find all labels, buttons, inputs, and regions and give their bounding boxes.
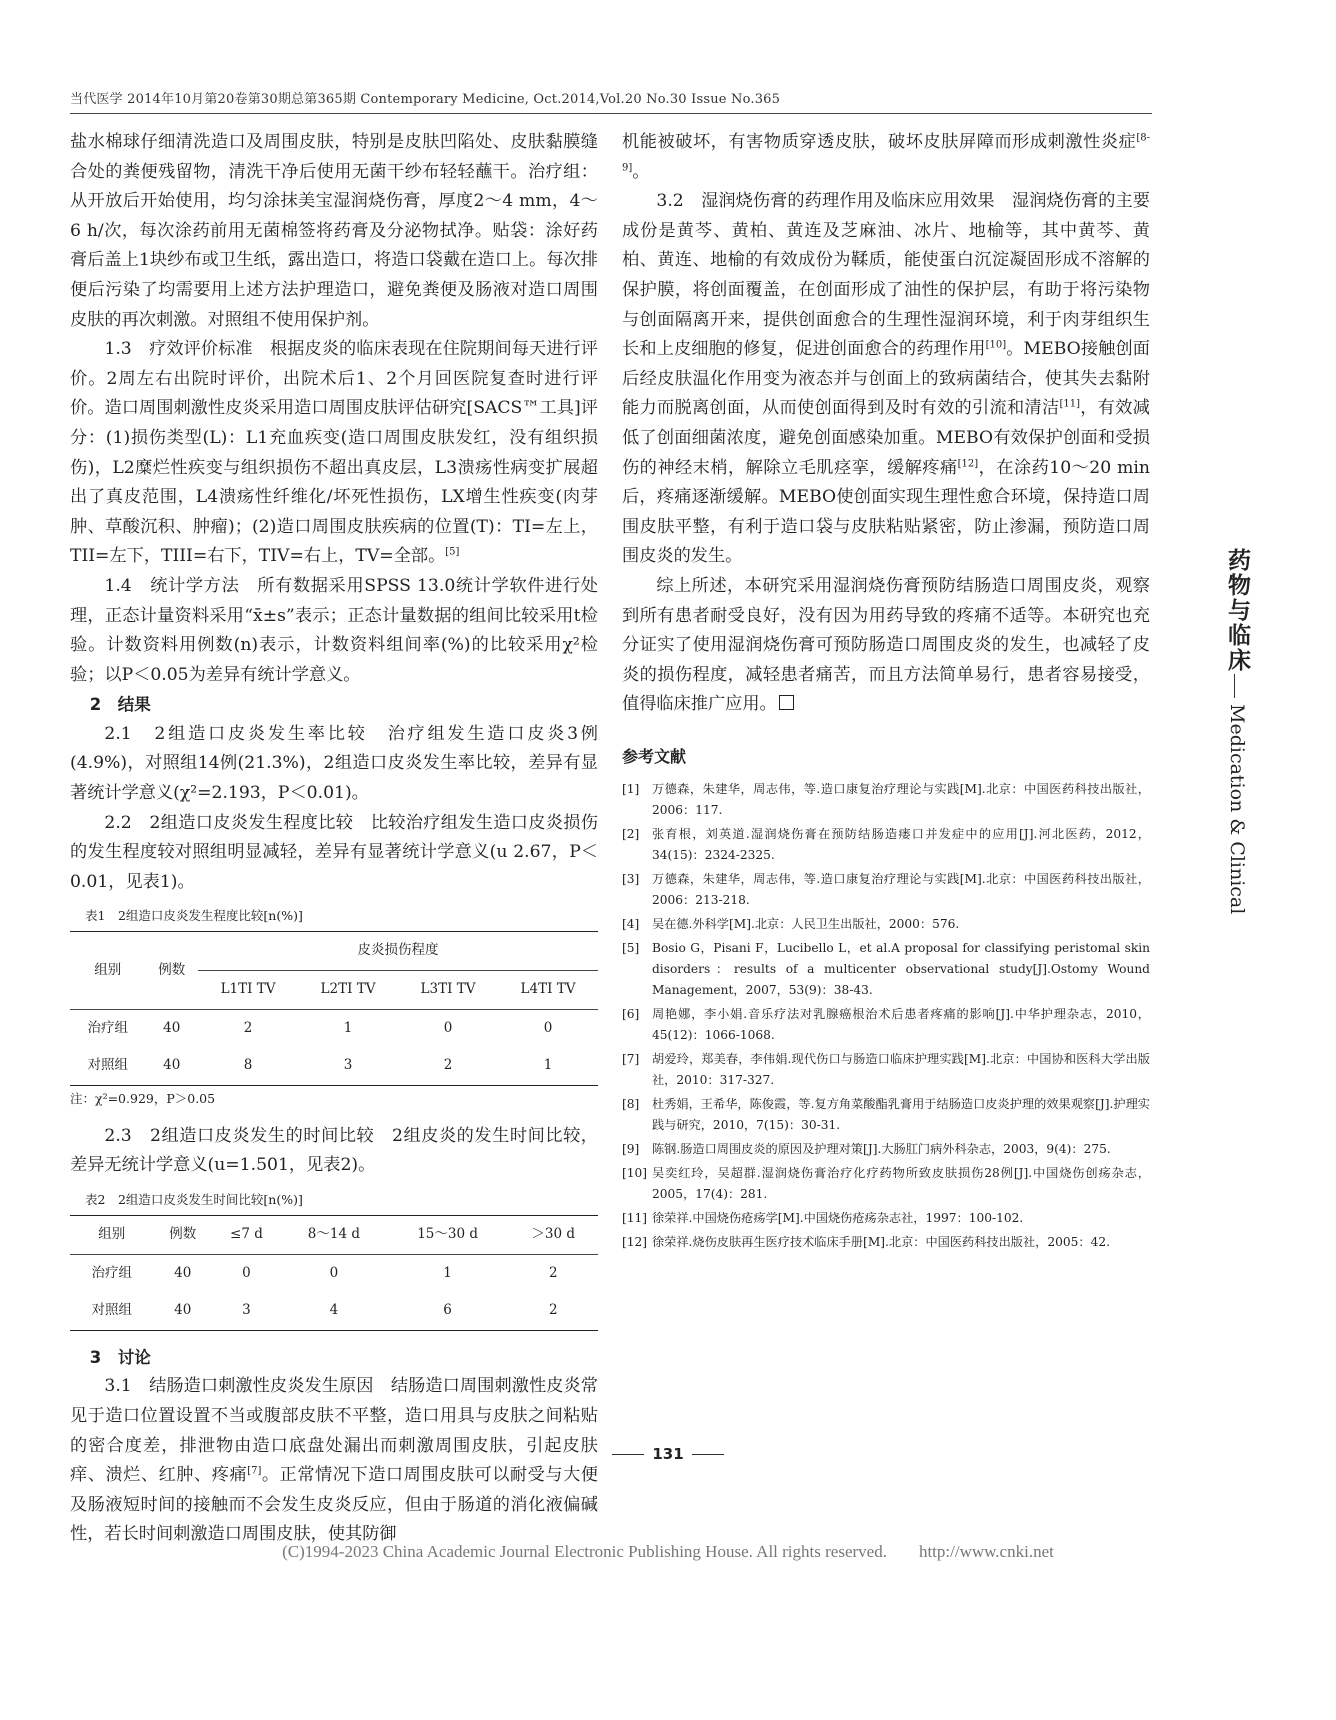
paragraph-continued [622,128,1150,187]
side-label-divider [1234,674,1235,698]
section-2-1 [70,720,598,809]
section-3-2-text-3: ，有效减低了创面细菌浓度，避免创面感染加重。MEBO有效保护创面和受损伤的神经末梢，解除立毛肌痉挛，缓解疼痛 [622,398,1150,478]
reference-number: [12] [622,1235,648,1250]
section-3-2 [622,187,1150,572]
reference-text: 胡爱玲，郑美春，李伟娟.现代伤口与肠造口临床护理实践[M].北京：中国协和医科大学出版社，2010：317-327. [652,1052,1150,1088]
reference-item [622,779,1150,821]
section-2-2-text: 比较治疗组发生造口皮炎损伤的发生程度较对照组明显减轻，差异有显著统计学意义(u 2.67，P＜0.01，见表1)。 [70,812,598,892]
table-cell: 6 [387,1292,509,1330]
reference-text: 吴在德.外科学[M].北京：人民卫生出版社，2000：576. [652,917,960,932]
heading-results: 2 结果 [89,695,151,715]
section-1-4-title: 1.4 统计学方法 [104,575,240,596]
section-2-3-text: 2组皮炎的发生时间比较，差异无统计学意义(u=1.501，见表2)。 [70,1125,598,1176]
table-cell: 40 [154,1292,212,1330]
reference-item [622,1094,1150,1136]
table-2-header: ≤7 d [212,1216,281,1255]
copyright-text: (C)1994-2023 China Academic Journal Electronic Publishing House. All rights reserved. [282,1542,887,1561]
table-cell: 0 [212,1254,281,1292]
table-1-header-span: 皮炎损伤程度 [198,932,598,971]
table-row [70,1047,598,1085]
section-3-2-title: 3.2 湿润烧伤膏的药理作用及临床应用效果 [656,191,995,212]
table-row [70,1009,598,1047]
footer-url[interactable]: http://www.cnki.net [918,1542,1054,1561]
table-1-subheader: L3TI TV [420,981,476,998]
reference-text: Bosio G，Pisani F，Lucibello L，et al.A proposal for classifying peristomal skin disorders：results of a multicenter observational study[J].Ostomy Wound Management，2007，53(9)：38-43. [652,941,1150,998]
table-cell: 2 [198,1009,298,1047]
reference-text: 万德森，朱建华，周志伟，等.造口康复治疗理论与实践[M].北京：中国医药科技出版社，2006：117. [652,782,1150,818]
table-cell: 对照组 [70,1047,145,1085]
table-cell: 40 [145,1047,198,1085]
table-cell: 1 [298,1009,398,1047]
section-1-4 [70,572,598,690]
table-1-header-n: 例数 [145,932,198,1009]
paragraph-continued-end: 。 [632,161,650,182]
table-cell: 8 [198,1047,298,1085]
section-2-1-text: 治疗组发生造口皮炎3例(4.9%)，对照组14例(21.3%)，2组造口皮炎发生率比较，差异有显著统计学意义(χ²=2.193，P＜0.01)。 [70,723,598,804]
citation-7: [7] [247,1465,262,1477]
header-rule [70,113,1152,114]
table-cell: 2 [398,1047,498,1085]
table-1-subheader: L2TI TV [320,981,376,998]
table-2 [70,1215,598,1331]
section-1-3-title: 1.3 疗效评价标准 [104,339,253,360]
table-cell: 40 [154,1254,212,1292]
reference-number: [8] [622,1097,640,1112]
paragraph-cleaning: 盐水棉球仔细清洗造口及周围皮肤，特别是皮肤凹陷处、皮肤黏膜缝合处的粪便残留物，清洗干净后使用无菌干纱布轻轻蘸干。治疗组：从开放后开始使用，均匀涂抹美宝湿润烧伤膏，厚度2～4 mm，4～6 h/次，每次涂药前用无菌棉签将药膏及分泌物拭净。贴袋：涂好药膏后盖上1块纱布或卫生纸，露出造口，将造口袋戴在造口上。每次排便后污染了均需要用上述方法护理造口，避免粪便及肠液对造口周围皮肤的再次刺激。对照组不使用保护剂。 [70,132,598,330]
table-2-header: 15～30 d [387,1216,509,1255]
reference-item [622,938,1150,1001]
section-3-1-title: 3.1 结肠造口刺激性皮炎发生原因 [104,1376,374,1397]
table-cell: 2 [508,1292,598,1330]
page-number-dash-right [692,1454,724,1455]
references-title: 参考文献 [622,746,687,766]
conclusion-paragraph [622,572,1150,720]
section-3-2-text-2: 。MEBO接触创面后经皮肤温化作用变为液态并与创面上的致病菌结合，使其失去黏附能力而脱离创面，从而使创面得到及时有效的引流和清洁 [622,339,1150,419]
table-1-caption: 表1 2组造口皮炎发生程度比较[n(%)] [85,908,303,924]
reference-number: [2] [622,827,640,842]
conclusion-text: 综上所述，本研究采用湿润烧伤膏预防结肠造口周围皮炎，观察到所有患者耐受良好，没有因为用药导致的疼痛不适等。本研究也充分证实了使用湿润烧伤膏可预防肠造口周围皮炎的发生，也减轻了皮炎的损伤程度，减轻患者痛苦，而且方法简单易行，患者容易接受，值得临床推广应用。 [622,575,1150,715]
table-1-header-group: 组别 [70,932,145,1009]
reference-item [622,869,1150,911]
table-cell: 3 [212,1292,281,1330]
section-3-1-text: 结肠造口周围刺激性皮炎常见于造口位置设置不当或腹部皮肤不平整，造口用具与皮肤之间粘贴的密合度差，排泄物由造口底盘处漏出而刺激周围皮肤，引起皮肤痒、溃烂、红肿、疼痛 [70,1376,598,1486]
paragraph-continued-text: 机能被破坏，有害物质穿透皮肤，破坏皮肤屏障而形成刺激性炎症 [622,132,1137,152]
section-2-1-title: 2.1 2组造口皮炎发生率比较 [104,723,368,744]
page-number [0,1445,1336,1463]
table-1-subheader: L4TI TV [520,981,576,998]
reference-number: [10] [622,1166,648,1181]
copyright-footer [0,1542,1336,1562]
table-cell: 0 [398,1009,498,1047]
table-1-note: 注：χ²=0.929，P＞0.05 [70,1090,216,1106]
table-cell: 对照组 [70,1292,154,1330]
reference-text: 吴奕红玲，吴超群.湿润烧伤膏治疗化疗药物所致皮肤损伤28例[J].中国烧伤创疡杂志，2005，17(4)：281. [652,1166,1150,1202]
reference-item [622,1049,1150,1091]
section-1-4-text: 所有数据采用SPSS 13.0统计学软件进行处理，正态计量资料采用“x̄±s”表示；正态计量数据的组间比较采用t检验。计数资料用例数(n)表示，计数资料组间率(%)的比较采用χ²检验；以P＜0.05为差异有统计学意义。 [70,575,598,685]
table-2-header: 例数 [154,1216,212,1255]
reference-item [622,1139,1150,1160]
reference-number: [5] [622,941,640,956]
reference-item [622,1004,1150,1046]
table-2-header: ＞30 d [508,1216,598,1255]
reference-item [622,824,1150,866]
reference-text: 周艳娜，李小娟.音乐疗法对乳腺癌根治术后患者疼痛的影响[J].中华护理杂志，2010，45(12)：1066-1068. [652,1007,1150,1043]
reference-number: [9] [622,1142,640,1157]
reference-number: [7] [622,1052,640,1067]
section-2-2 [70,809,598,898]
citation-8-9: [8-9] [622,132,1150,173]
reference-number: [6] [622,1007,640,1022]
reference-text: 万德森，朱建华，周志伟，等.造口康复治疗理论与实践[M].北京：中国医药科技出版社，2006：213-218. [652,872,1150,908]
section-2-3-title: 2.3 2组造口皮炎发生的时间比较 [104,1125,375,1146]
section-1-3-text: 根据皮炎的临床表现在住院期间每天进行评价。2周左右出院时评价，出院术后1、2个月回医院复查时进行评价。造口周围刺激性皮炎采用造口周围皮肤评估研究[SACS™工具]评分：(1)损伤类型(L)：L1充血疾变(造口周围皮肤发红，没有组织损伤)，L2糜烂性疾变与组织损伤不超出真皮层，L3溃疡性病变扩展超出了真皮范围，L4溃疡性纤维化/坏死性损伤，LX增生性疾变(肉芽肿、草酸沉积、肿瘤)；(2)造口周围皮肤疾病的位置(T)：TI=左上，TII=左下，TIII=右下，TIV=右上，TV=全部。 [70,339,598,567]
references-list [622,779,1150,1253]
reference-text: 徐荣祥.烧伤皮肤再生医疗技术临床手册[M].北京：中国医药科技出版社，2005：42. [652,1235,1110,1250]
reference-number: [3] [622,872,640,887]
section-side-label [1226,548,1286,1148]
right-column [622,128,1150,1256]
reference-item [622,1208,1150,1229]
section-3-2-text-4: ，在涂药10～20 min后，疼痛逐渐缓解。MEBO使创面实现生理性愈合环境，保持造口周围皮肤平整，有利于造口袋与皮肤粘贴紧密，防止渗漏，预防造口周围皮炎的发生。 [622,457,1150,567]
table-cell: 1 [387,1254,509,1292]
reference-item [622,914,1150,935]
table-cell: 2 [508,1254,598,1292]
page-number-text: 131 [652,1445,684,1463]
table-row [70,1254,598,1292]
citation-5: [5] [445,546,460,558]
left-column [70,128,598,1550]
section-3-1-text-cont: 。正常情况下造口周围皮肤可以耐受与大便及肠液短时间的接触而不会发生皮炎反应，但由于肠道的消化液偏碱性，若长时间刺激造口周围皮肤，使其防御 [70,1465,598,1545]
table-cell: 4 [281,1292,387,1330]
citation-12: [12] [957,457,979,469]
section-2-3 [70,1122,598,1181]
table-1-subheader: L1TI TV [220,981,276,998]
heading-discussion: 3 讨论 [89,1347,151,1367]
citation-10: [10] [985,339,1007,351]
reference-item [622,1232,1150,1253]
page-number-dash-left [612,1454,644,1455]
table-cell: 0 [281,1254,387,1292]
section-2-2-title: 2.2 2组造口皮炎发生程度比较 [104,812,354,833]
table-cell: 1 [498,1047,598,1085]
running-header: 当代医学 2014年10月第20卷第30期总第365期 Contemporary Medicine, Oct.2014,Vol.20 No.30 Issue No.365 [70,92,781,107]
reference-text: 陈钢.肠造口周围皮炎的原因及护理对策[J].大肠肛门病外科杂志，2003，9(4)：275. [652,1142,1111,1157]
table-1 [70,931,598,1085]
section-3-2-text: 湿润烧伤膏的主要成份是黄芩、黄柏、黄连及芝麻油、冰片、地榆等，其中黄芩、黄柏、黄连、地榆的有效成份为鞣质，能使蛋白沉淀凝固形成不溶解的保护膜，将创面覆盖，在创面形成了油性的保护层，有助于将污染物与创面隔离开来，提供创面愈合的生理性湿润环境，利于肉芽组织生长和上皮细胞的修复，促进创面愈合的药理作用 [622,191,1150,360]
table-2-caption: 表2 2组造口皮炎发生时间比较[n(%)] [85,1192,303,1207]
reference-item [622,1163,1150,1205]
table-cell: 治疗组 [70,1009,145,1047]
reference-number: [1] [622,782,640,797]
table-cell: 40 [145,1009,198,1047]
reference-number: [11] [622,1211,648,1226]
citation-11: [11] [1059,398,1080,410]
reference-text: 杜秀娟，王希华，陈俊霞，等.复方角菜酸酯乳膏用于结肠造口皮炎护理的效果观察[J].护理实践与研究，2010，7(15)：30-31. [652,1097,1150,1133]
section-1-3 [70,335,598,572]
table-cell: 3 [298,1047,398,1085]
end-mark-icon [779,695,794,710]
table-cell: 治疗组 [70,1254,154,1292]
side-label-english: Medication & Clinical [1226,704,1248,915]
table-cell: 0 [498,1009,598,1047]
side-label-chinese: 药物与临床 [1224,548,1250,673]
table-row [70,1292,598,1330]
reference-text: 徐荣祥.中国烧伤疮疡学[M].中国烧伤疮疡杂志社，1997：100-102. [652,1211,1024,1226]
reference-number: [4] [622,917,640,932]
reference-text: 张育根，刘英道.湿润烧伤膏在预防结肠造瘘口并发症中的应用[J].河北医药，2012，34(15)：2324-2325. [652,827,1150,863]
table-2-header: 组别 [70,1216,154,1255]
table-2-header: 8～14 d [281,1216,387,1255]
